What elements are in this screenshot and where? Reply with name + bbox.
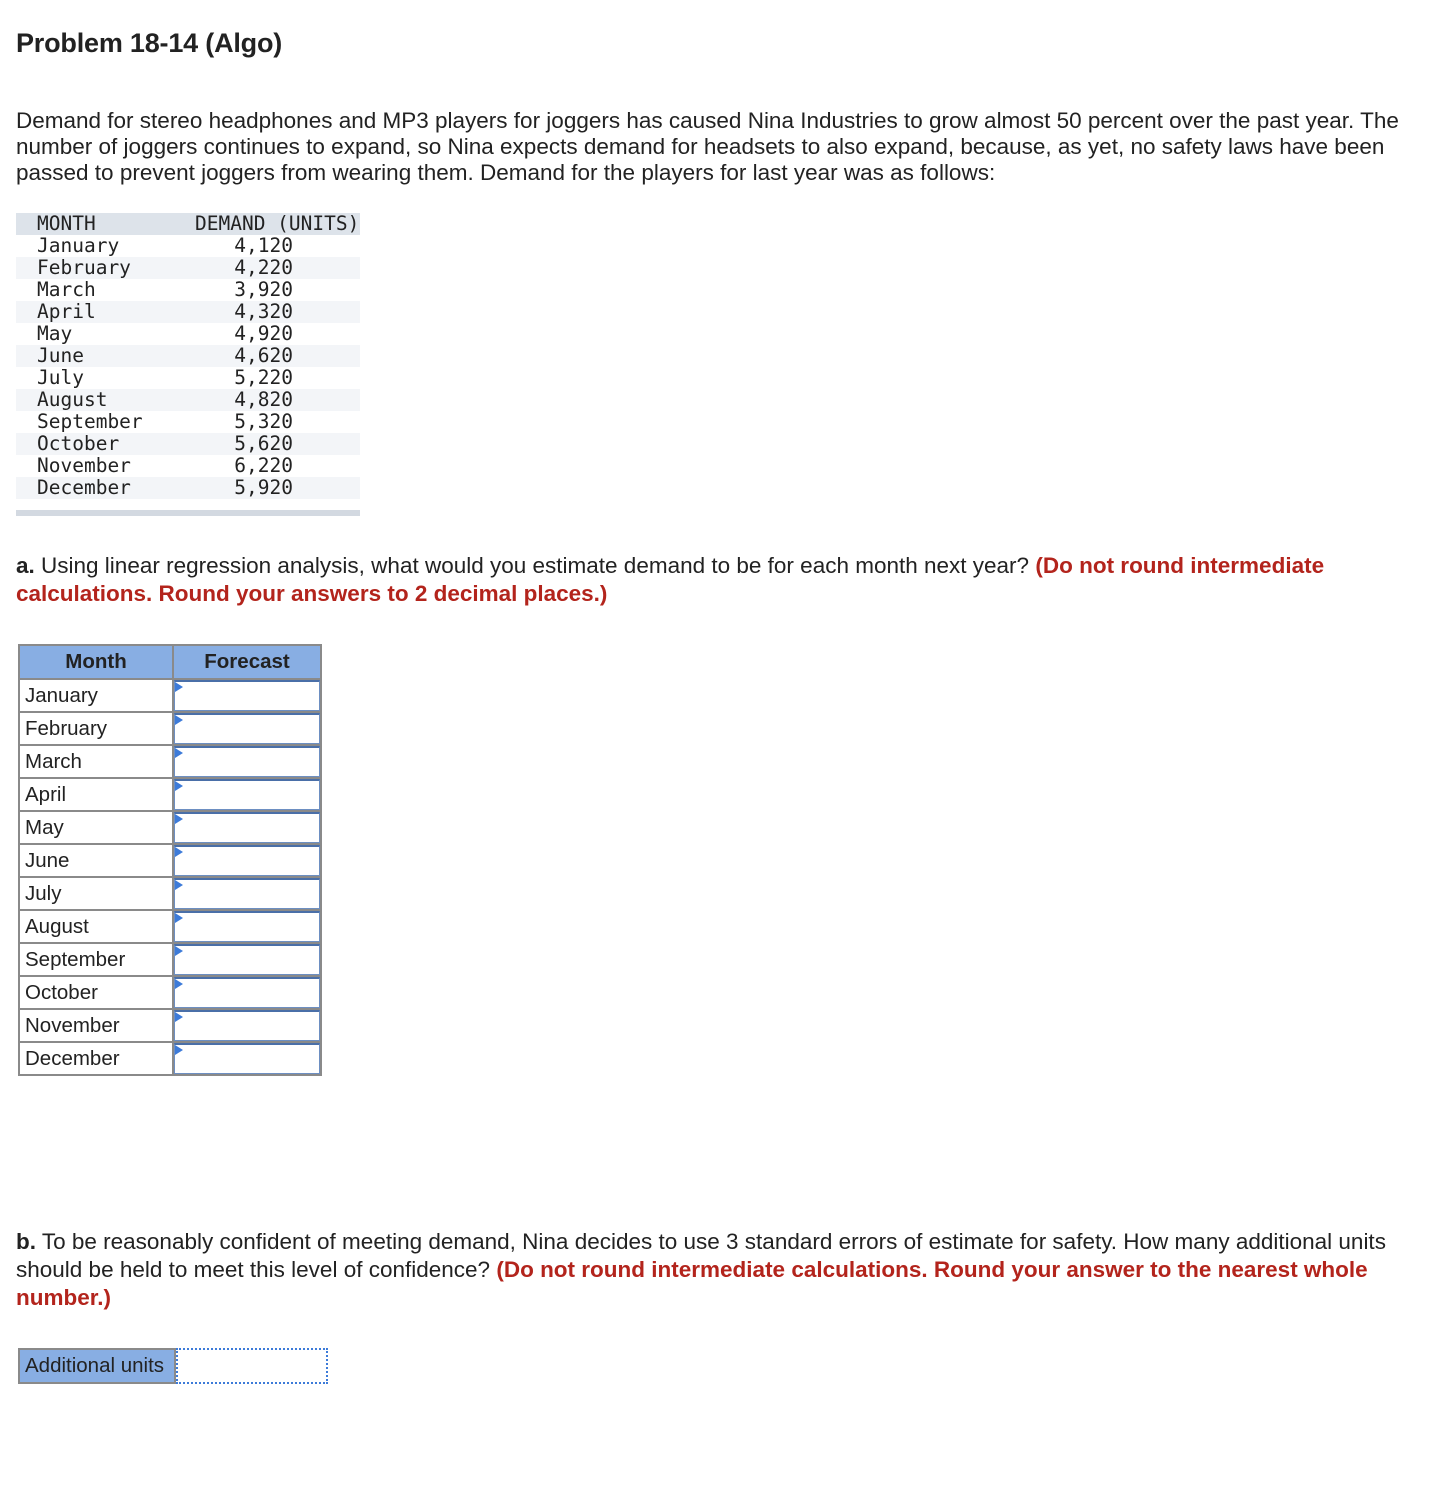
forecast-input-january[interactable] (174, 680, 320, 711)
demand-month: December (16, 477, 195, 499)
demand-header-units: DEMAND (UNITS) (195, 212, 360, 235)
forecast-month: November (19, 1009, 173, 1042)
demand-month: March (37, 278, 96, 301)
forecast-month: October (19, 976, 173, 1009)
demand-value: 6,220 (234, 454, 293, 477)
demand-row (16, 367, 360, 389)
demand-row (16, 455, 360, 477)
forecast-input-september[interactable] (174, 944, 320, 975)
demand-value: 5,220 (234, 366, 293, 389)
forecast-header-forecast: Forecast (173, 645, 321, 679)
forecast-month: January (19, 679, 173, 712)
question-a (16, 552, 1421, 608)
additional-units-label: Additional units (18, 1348, 176, 1384)
demand-month: May (37, 322, 73, 345)
question-a-instruction: (Do not round intermediate calculations. Round your answers to 2 decimal places.) (16, 553, 1325, 606)
demand-value: 4,220 (195, 257, 360, 279)
demand-table-footer-bar (16, 510, 360, 516)
forecast-month: April (19, 778, 173, 811)
demand-row (16, 433, 360, 455)
demand-value: 4,320 (195, 301, 360, 323)
forecast-input-april[interactable] (174, 779, 320, 810)
forecast-input-july[interactable] (174, 878, 320, 909)
demand-month: July (37, 366, 84, 389)
forecast-row (19, 712, 321, 745)
forecast-input-may[interactable] (174, 812, 320, 843)
forecast-input-november[interactable] (174, 1010, 320, 1041)
demand-header-month: MONTH (16, 213, 195, 235)
demand-month: August (16, 389, 195, 411)
forecast-row (19, 811, 321, 844)
forecast-row (19, 778, 321, 811)
demand-row (16, 257, 360, 279)
forecast-answer-table (18, 644, 322, 1076)
problem-title: Problem 18-14 (Algo) (16, 28, 283, 58)
demand-month: September (37, 410, 143, 433)
forecast-row (19, 679, 321, 712)
forecast-row (19, 910, 321, 943)
demand-month: November (37, 454, 131, 477)
demand-row (16, 389, 360, 411)
question-a-label: a. (16, 553, 35, 578)
forecast-row (19, 745, 321, 778)
demand-value: 4,620 (195, 345, 360, 367)
question-b-instruction: (Do not round intermediate calculations. Round your answer to the nearest whole number.) (16, 1257, 1368, 1310)
additional-units-input[interactable] (176, 1348, 328, 1384)
demand-row (16, 235, 360, 257)
demand-value: 4,120 (234, 234, 293, 257)
forecast-month: July (19, 877, 173, 910)
demand-month: February (16, 257, 195, 279)
forecast-month: August (19, 910, 173, 943)
demand-month: June (16, 345, 195, 367)
forecast-input-march[interactable] (174, 746, 320, 777)
forecast-input-december[interactable] (174, 1043, 320, 1074)
forecast-month: December (19, 1042, 173, 1075)
forecast-month: May (19, 811, 173, 844)
demand-value: 4,920 (234, 322, 293, 345)
question-b-label: b. (16, 1229, 36, 1254)
forecast-row (19, 943, 321, 976)
forecast-month: March (19, 745, 173, 778)
forecast-input-february[interactable] (174, 713, 320, 744)
forecast-row (19, 877, 321, 910)
demand-value: 3,920 (234, 278, 293, 301)
forecast-month: June (19, 844, 173, 877)
question-a-text: Using linear regression analysis, what would you estimate demand to be for each month next year? (41, 553, 1030, 578)
demand-value: 5,320 (234, 410, 293, 433)
forecast-header-row (19, 645, 321, 679)
forecast-row (19, 976, 321, 1009)
forecast-header-month: Month (19, 645, 173, 679)
forecast-row (19, 844, 321, 877)
demand-value: 5,620 (195, 433, 360, 455)
forecast-input-august[interactable] (174, 911, 320, 942)
forecast-input-june[interactable] (174, 845, 320, 876)
demand-row (16, 323, 360, 345)
demand-data-table (16, 213, 360, 499)
demand-row (16, 279, 360, 301)
forecast-month: February (19, 712, 173, 745)
forecast-input-october[interactable] (174, 977, 320, 1008)
demand-row (16, 345, 360, 367)
demand-month: January (37, 234, 120, 257)
demand-header-row (16, 213, 360, 235)
demand-row (16, 411, 360, 433)
forecast-month: September (19, 943, 173, 976)
problem-intro: Demand for stereo headphones and MP3 players for joggers has caused Nina Industries to grow almost 50 percent over the past year. The number of joggers continues to expand, so Nina expects demand for headsets to also expand, because, as yet, no safety laws have been passed to prevent joggers from wearing them. Demand for the players for last year was as follows: (16, 108, 1399, 185)
forecast-row (19, 1042, 321, 1075)
question-b-text: To be reasonably confident of meeting demand, Nina decides to use 3 standard errors of estimate for safety. How many additional units should be held to meet this level of confidence? (16, 1229, 1386, 1282)
question-b (16, 1228, 1421, 1312)
demand-month: October (16, 433, 195, 455)
additional-units-row (18, 1348, 328, 1384)
demand-row (16, 477, 360, 499)
forecast-row (19, 1009, 321, 1042)
demand-value: 5,920 (195, 477, 360, 499)
demand-row (16, 301, 360, 323)
demand-value: 4,820 (195, 389, 360, 411)
demand-month: April (16, 301, 195, 323)
